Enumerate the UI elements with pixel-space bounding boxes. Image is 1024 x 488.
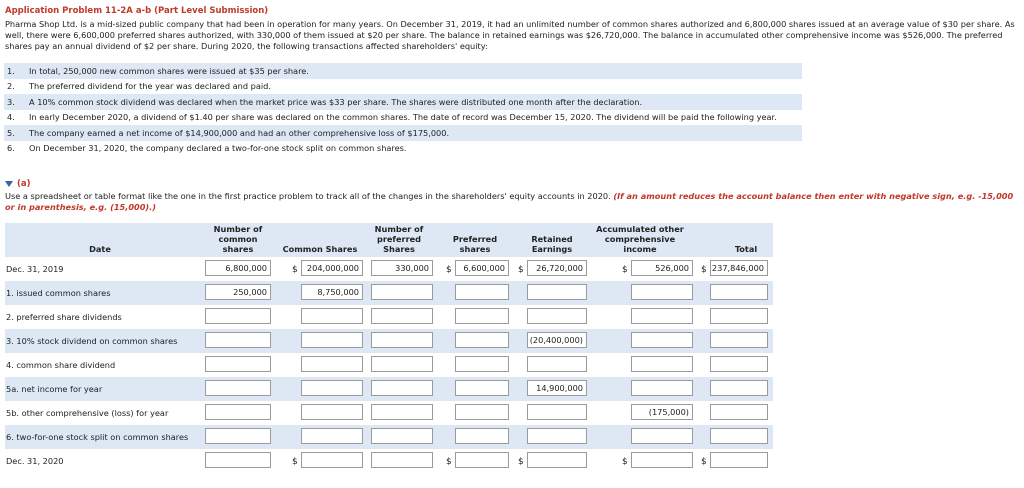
retained-earnings-input[interactable]: 14,900,000: [527, 380, 587, 396]
transaction-item: [4, 125, 802, 141]
total-input[interactable]: [710, 452, 768, 468]
preferred-shares-input[interactable]: [455, 404, 509, 420]
aoci-input[interactable]: [631, 428, 693, 444]
common-shares-input[interactable]: [301, 332, 363, 348]
retained-earnings-input[interactable]: 26,720,000: [527, 260, 587, 276]
header-date: Date: [89, 244, 111, 254]
currency-symbol: $: [446, 457, 452, 467]
currency-symbol: $: [701, 265, 707, 275]
header-total: Total: [734, 244, 758, 254]
currency-symbol: $: [292, 457, 298, 467]
table-row: [5, 449, 773, 473]
currency-symbol: $: [622, 457, 628, 467]
aoci-input[interactable]: [631, 308, 693, 324]
table-row: [5, 281, 773, 305]
part-label: (a): [17, 179, 31, 189]
preferred-count-input[interactable]: [371, 308, 433, 324]
transaction-item: [4, 63, 802, 79]
aoci-input[interactable]: [631, 380, 693, 396]
currency-symbol: $: [701, 457, 707, 467]
header-common-shares: Common Shares: [282, 244, 358, 254]
transaction-item: [4, 79, 802, 95]
common-shares-input[interactable]: [301, 356, 363, 372]
preferred-count-input[interactable]: [371, 428, 433, 444]
total-input[interactable]: [710, 404, 768, 420]
instruction-text: Use a spreadsheet or table format like the one in the first practice problem to track all of the changes in the shareholders' equity accounts in 2020.: [5, 191, 611, 201]
common-count-input[interactable]: [205, 428, 271, 444]
common-shares-input[interactable]: 204,000,000: [301, 260, 363, 276]
header-aoci: Accumulated other comprehensive income: [596, 224, 684, 254]
aoci-input[interactable]: 526,000: [631, 260, 693, 276]
common-shares-input[interactable]: [301, 308, 363, 324]
preferred-count-input[interactable]: [371, 452, 433, 468]
common-shares-input[interactable]: [301, 452, 363, 468]
preferred-shares-input[interactable]: [455, 452, 509, 468]
preferred-shares-input[interactable]: [455, 284, 509, 300]
preferred-count-input[interactable]: [371, 380, 433, 396]
retained-earnings-input[interactable]: [527, 308, 587, 324]
transaction-text: On December 31, 2020, the company declared a two-for-one stock split on common shares.: [29, 143, 407, 154]
common-count-input[interactable]: [205, 404, 271, 420]
currency-symbol: $: [292, 265, 298, 275]
retained-earnings-input[interactable]: [527, 404, 587, 420]
transaction-text: The company earned a net income of $14,900,000 and had an other comprehensive loss of $175,000.: [29, 127, 450, 138]
common-shares-input[interactable]: 8,750,000: [301, 284, 363, 300]
aoci-input[interactable]: [631, 332, 693, 348]
common-shares-input[interactable]: [301, 404, 363, 420]
transaction-text: In total, 250,000 new common shares were issued at $35 per share.: [29, 65, 309, 76]
currency-symbol: $: [518, 457, 524, 467]
currency-symbol: $: [622, 265, 628, 275]
currency-symbol: $: [518, 265, 524, 275]
instruction: [5, 191, 1015, 213]
retained-earnings-input[interactable]: [527, 428, 587, 444]
collapse-triangle-icon[interactable]: [5, 181, 13, 187]
common-count-input[interactable]: 6,800,000: [205, 260, 271, 276]
currency-symbol: $: [446, 265, 452, 275]
preferred-shares-input[interactable]: [455, 428, 509, 444]
preferred-shares-input[interactable]: [455, 380, 509, 396]
common-count-input[interactable]: [205, 332, 271, 348]
table-row: [5, 401, 773, 425]
row-label: 5b. other comprehensive (loss) for year: [6, 408, 169, 418]
row-label: 5a. net income for year: [6, 384, 103, 394]
transaction-number: 5.: [7, 127, 15, 138]
table-row: [5, 425, 773, 449]
instruction-hint: (If an amount reduces the account balance then enter with negative sign, e.g. -15,000 or in parenthesis, e.g. (15,000).): [5, 191, 1014, 212]
retained-earnings-input[interactable]: [527, 452, 587, 468]
preferred-count-input[interactable]: 330,000: [371, 260, 433, 276]
header-preferred-count: Number of preferred Shares: [374, 224, 424, 254]
problem-intro: Pharma Shop Ltd. is a mid-sized public company that had been in operation for many years. On December 31, 2019, it had an unlimited number of common shares authorized and 6,800,000 shares issued at an average value of $30 per share. As well, there were 6,600,000 preferred shares authorized, with 330,000 of them issued at $20 per share. The balance in retained earnings was $26,720,000. The balance in accumulated other comprehensive income was $526,000. The preferred shares pay an annual dividend of $2 per share. During 2020, the following transactions affected shareholders' equity:: [5, 19, 1015, 51]
transaction-number: 2.: [7, 81, 15, 92]
table-row: [5, 377, 773, 401]
preferred-shares-input[interactable]: [455, 332, 509, 348]
transaction-number: 6.: [7, 143, 15, 154]
table-row: [5, 305, 773, 329]
part-a-toggle[interactable]: [5, 179, 31, 189]
problem-title: Application Problem 11-2A a-b (Part Level Submission): [5, 6, 269, 16]
aoci-input[interactable]: (175,000): [631, 404, 693, 420]
equity-table: [5, 223, 773, 473]
preferred-count-input[interactable]: [371, 284, 433, 300]
preferred-count-input[interactable]: [371, 332, 433, 348]
total-input[interactable]: [710, 380, 768, 396]
transaction-text: The preferred dividend for the year was declared and paid.: [29, 81, 271, 92]
common-count-input[interactable]: [205, 308, 271, 324]
aoci-input[interactable]: [631, 356, 693, 372]
transaction-list: [4, 63, 802, 156]
row-label: 6. two-for-one stock split on common shares: [6, 432, 189, 442]
table-row: [5, 353, 773, 377]
row-label: Dec. 31, 2019: [6, 264, 64, 274]
common-count-input[interactable]: [205, 356, 271, 372]
preferred-shares-input[interactable]: [455, 308, 509, 324]
common-count-input[interactable]: [205, 452, 271, 468]
transaction-item: [4, 110, 802, 126]
header-common-count: Number of common shares: [213, 224, 263, 254]
transaction-number: 1.: [7, 65, 15, 76]
common-shares-input[interactable]: [301, 380, 363, 396]
transaction-text: In early December 2020, a dividend of $1.40 per share was declared on the common shares. The date of record was December 15, 2020. The dividend will be paid the following year.: [29, 112, 777, 123]
row-label: 4. common share dividend: [6, 360, 116, 370]
transaction-item: [4, 94, 802, 110]
row-label: 3. 10% stock dividend on common shares: [6, 336, 178, 346]
total-input[interactable]: [710, 356, 768, 372]
total-input[interactable]: [710, 284, 768, 300]
common-count-input[interactable]: 250,000: [205, 284, 271, 300]
common-shares-input[interactable]: [301, 428, 363, 444]
row-label: 1. issued common shares: [6, 288, 111, 298]
header-retained-earnings: Retained Earnings: [531, 234, 573, 254]
row-label: 2. preferred share dividends: [6, 312, 122, 322]
table-body: [5, 257, 773, 473]
transaction-item: [4, 141, 802, 157]
total-input[interactable]: [710, 308, 768, 324]
preferred-count-input[interactable]: [371, 356, 433, 372]
header-preferred-shares: Preferred shares: [452, 234, 498, 254]
retained-earnings-input[interactable]: [527, 356, 587, 372]
preferred-count-input[interactable]: [371, 404, 433, 420]
transaction-number: 3.: [7, 96, 15, 107]
aoci-input[interactable]: [631, 452, 693, 468]
table-row: [5, 329, 773, 353]
aoci-input[interactable]: [631, 284, 693, 300]
row-label: Dec. 31, 2020: [6, 456, 64, 466]
preferred-shares-input[interactable]: [455, 356, 509, 372]
total-input[interactable]: [710, 428, 768, 444]
table-header: [5, 223, 773, 257]
common-count-input[interactable]: [205, 380, 271, 396]
total-input[interactable]: [710, 332, 768, 348]
retained-earnings-input[interactable]: [527, 284, 587, 300]
transaction-text: A 10% common stock dividend was declared when the market price was $33 per share. The shares were distributed one month after the declaration.: [29, 96, 643, 107]
total-input[interactable]: 237,846,000: [710, 260, 768, 276]
retained-earnings-input[interactable]: (20,400,000): [527, 332, 587, 348]
preferred-shares-input[interactable]: 6,600,000: [455, 260, 509, 276]
table-row: [5, 257, 773, 281]
transaction-number: 4.: [7, 112, 15, 123]
